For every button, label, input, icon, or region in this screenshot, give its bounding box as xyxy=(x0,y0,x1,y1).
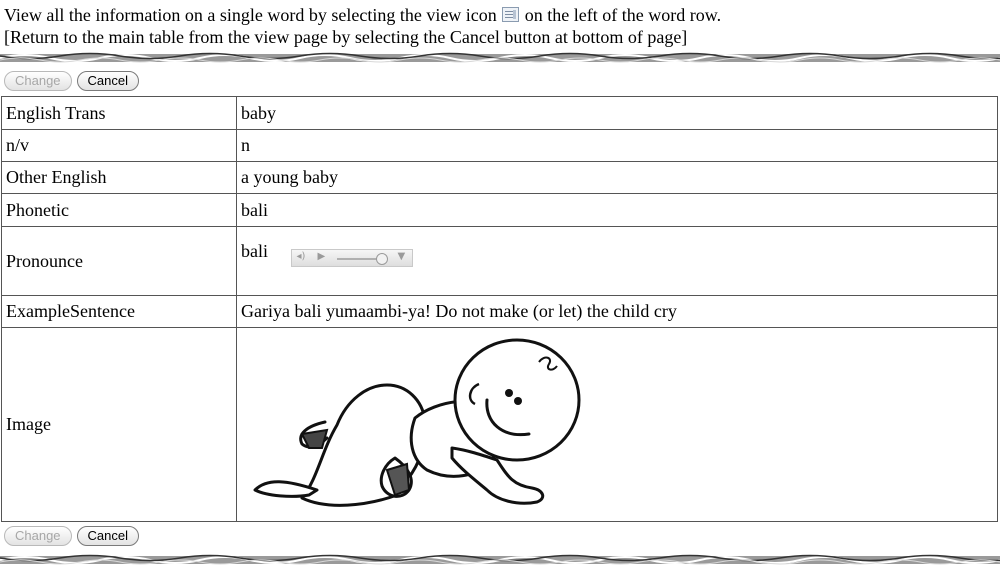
instruction-text-1b: on the left of the word row. xyxy=(524,5,722,25)
pronounce-cell xyxy=(237,227,998,296)
audio-progress-knob[interactable] xyxy=(376,253,388,265)
baby-crawling-image xyxy=(247,330,587,520)
field-value: baby xyxy=(237,97,998,130)
instruction-text-1a: View all the information on a single word by selecting the view icon xyxy=(4,5,497,25)
field-label: n/v xyxy=(2,130,237,162)
audio-menu-icon[interactable]: ▼ xyxy=(397,251,406,262)
word-details-table xyxy=(1,96,998,522)
field-value: n xyxy=(237,130,998,162)
decorative-divider-top xyxy=(0,51,1000,65)
audio-player[interactable] xyxy=(291,249,413,267)
field-label: Image xyxy=(2,328,237,522)
field-label: ExampleSentence xyxy=(2,296,237,328)
table-row xyxy=(2,296,998,328)
field-label: English Trans xyxy=(2,97,237,130)
table-row xyxy=(2,97,998,130)
instruction-line-1 xyxy=(4,4,721,26)
table-row xyxy=(2,162,998,194)
image-cell xyxy=(237,328,998,522)
bottom-button-row xyxy=(4,526,144,548)
field-value: bali xyxy=(241,241,268,261)
table-row xyxy=(2,227,998,296)
top-button-row xyxy=(4,71,144,93)
instructions xyxy=(4,4,721,48)
field-label: Other English xyxy=(2,162,237,194)
decorative-divider-bottom xyxy=(0,553,1000,567)
field-value: bali xyxy=(237,194,998,227)
cancel-button-bottom[interactable]: Cancel xyxy=(77,526,139,546)
field-label: Phonetic xyxy=(2,194,237,227)
play-icon[interactable]: ▶ xyxy=(317,251,326,262)
table-row xyxy=(2,130,998,162)
change-button-bottom[interactable]: Change xyxy=(4,526,72,546)
cancel-button-top[interactable]: Cancel xyxy=(77,71,139,91)
change-button-top[interactable]: Change xyxy=(4,71,72,91)
field-label: Pronounce xyxy=(2,227,237,296)
volume-icon[interactable]: ◂) xyxy=(296,251,306,262)
field-value: a young baby xyxy=(237,162,998,194)
view-icon xyxy=(502,7,519,22)
instruction-line-2: [Return to the main table from the view page by selecting the Cancel button at bottom of page] xyxy=(4,27,688,47)
table-row xyxy=(2,194,998,227)
field-value: Gariya bali yumaambi-ya! Do not make (or let) the child cry xyxy=(237,296,998,328)
table-row xyxy=(2,328,998,522)
